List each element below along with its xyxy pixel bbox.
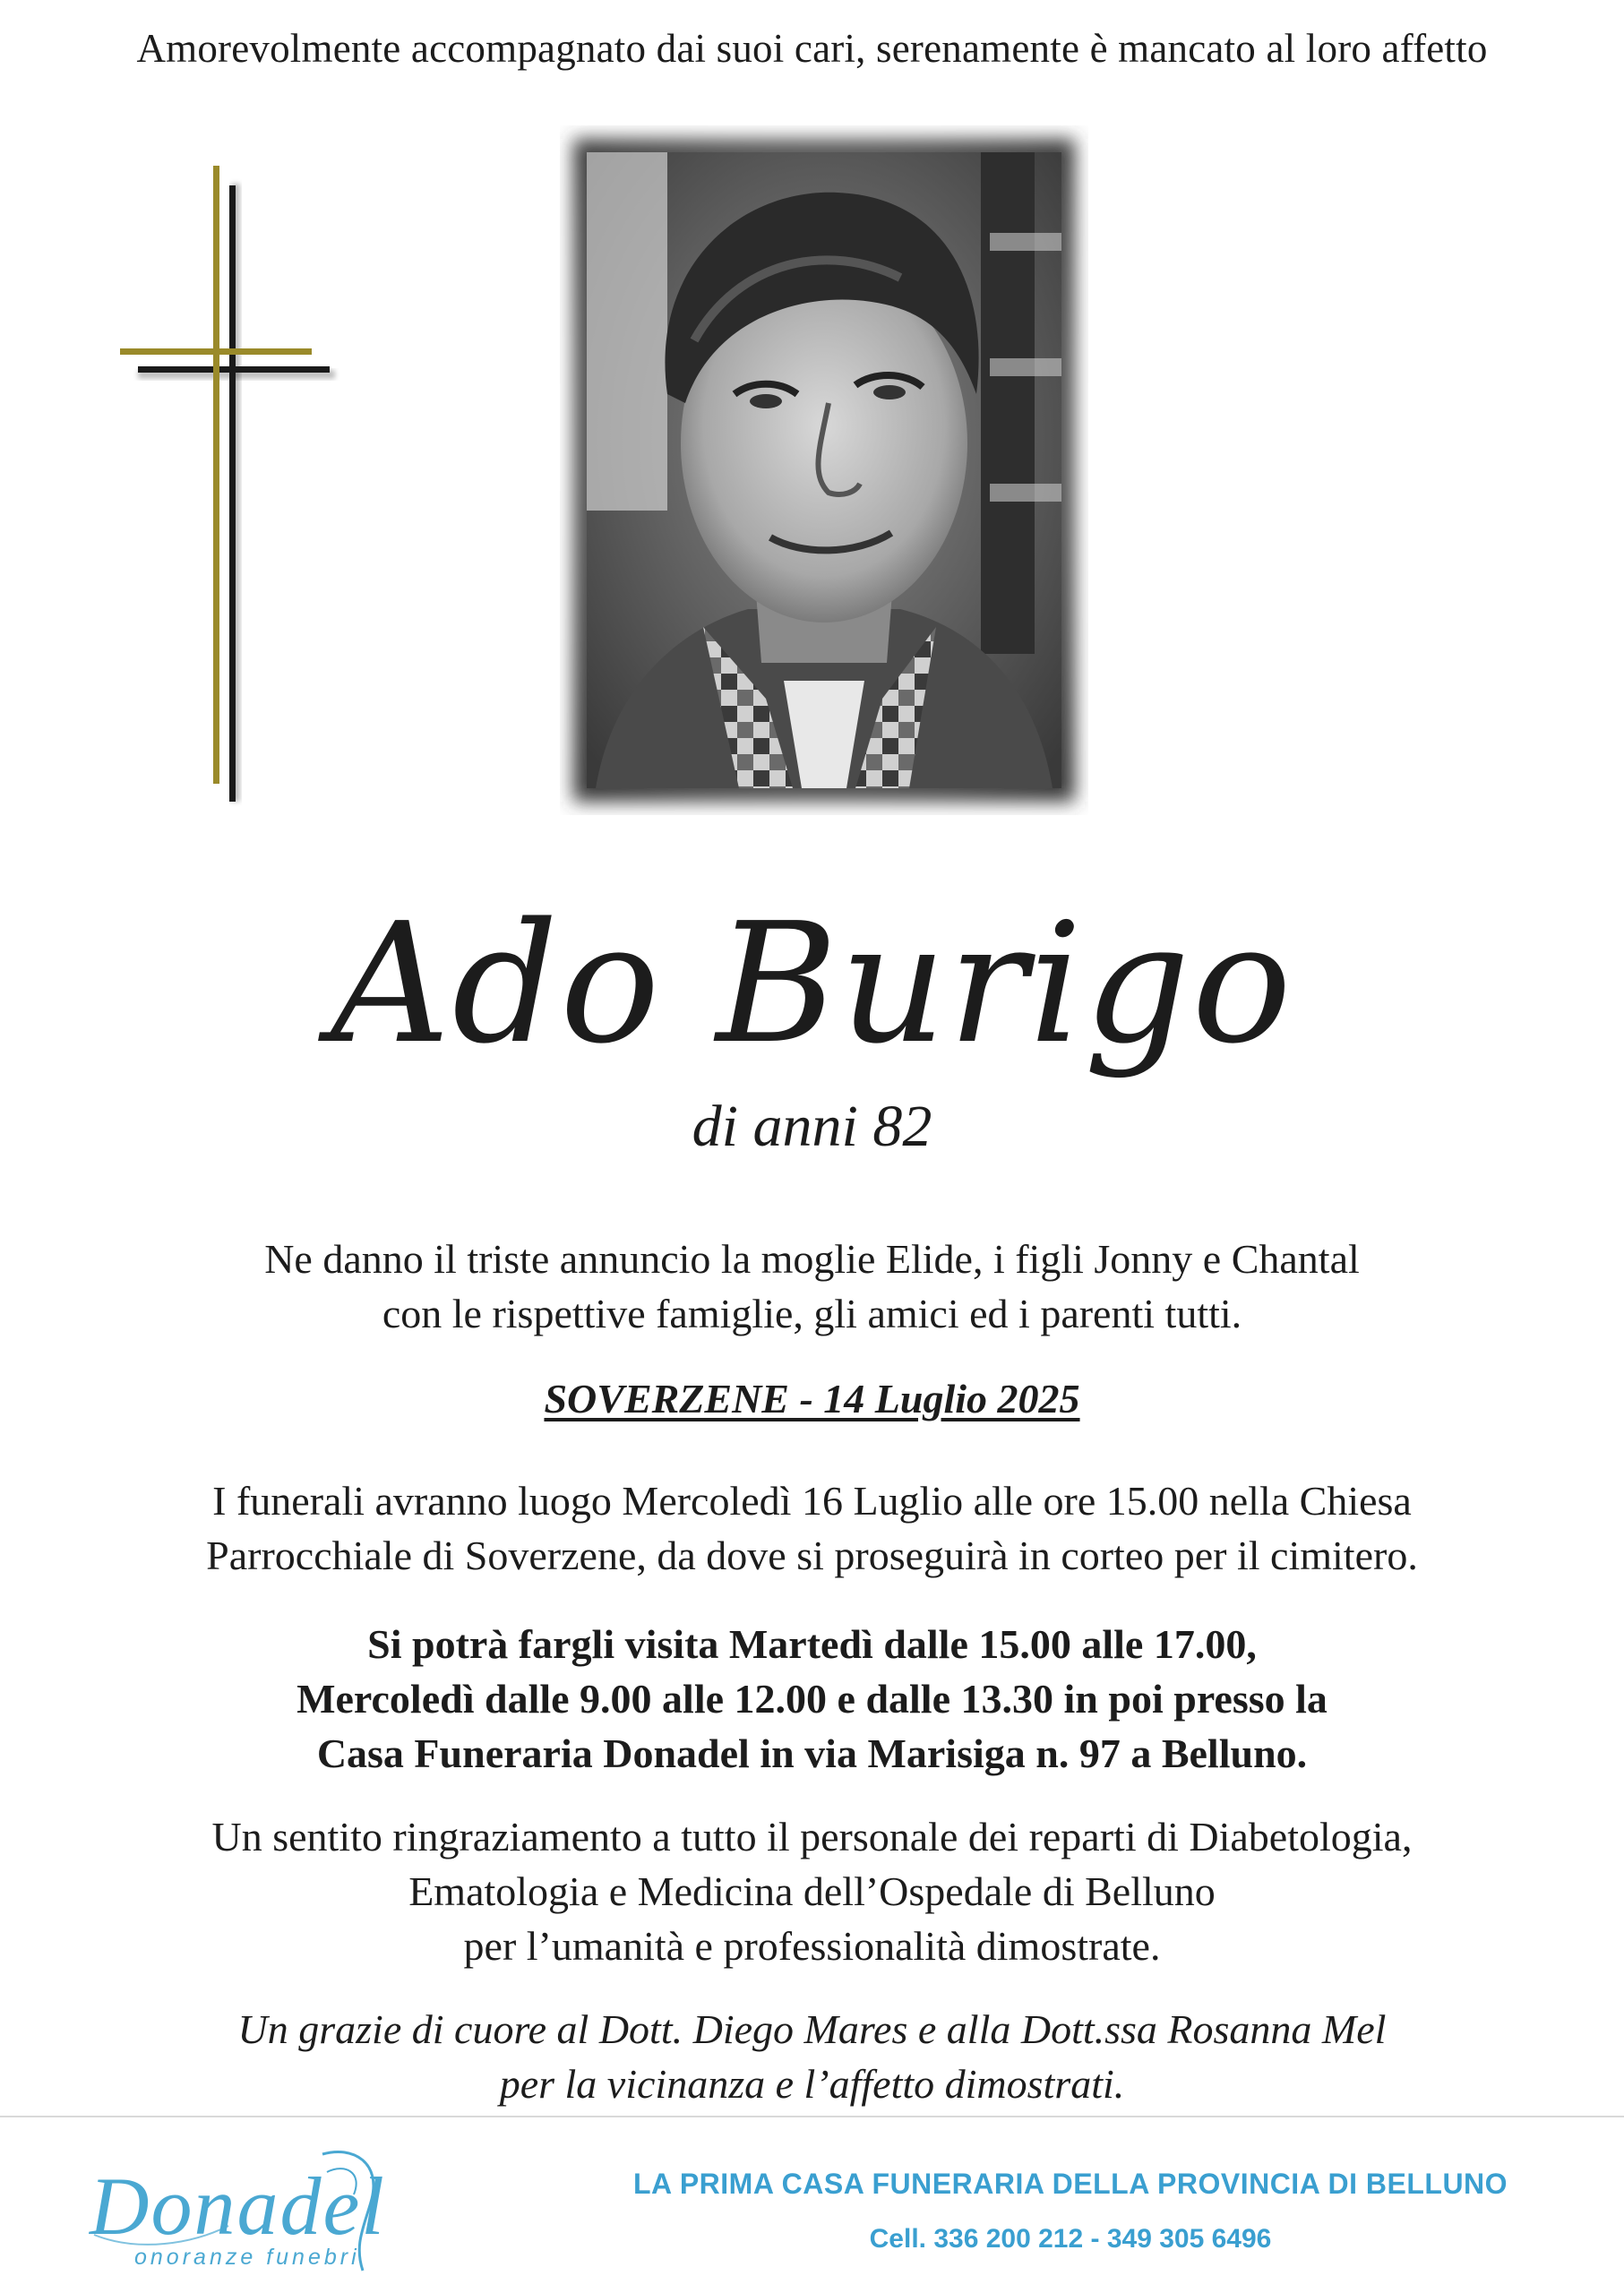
thanks-line: Un sentito ringraziamento a tutto il personale dei reparti di Diabetologia, <box>211 1814 1413 1859</box>
visit-info <box>0 1617 1624 1781</box>
thanks-text <box>0 1809 1624 1973</box>
gratitude-text <box>0 2002 1624 2111</box>
age-text: di anni 82 <box>692 1094 932 1159</box>
visit-line: Casa Funeraria Donadel in via Marisiga n. 97 a Belluno. <box>316 1730 1308 1776</box>
funeral-line: Parrocchiale di Soverzene, da dove si proseguirà in corteo per il cimitero. <box>206 1533 1418 1578</box>
footer-divider <box>0 2116 1624 2117</box>
funeral-info <box>0 1473 1624 1583</box>
thanks-line: per l’umanità e professionalità dimostrate. <box>463 1923 1161 1969</box>
deceased-name: Ado Burigo <box>331 887 1293 1080</box>
gratitude-line: Un grazie di cuore al Dott. Diego Mares e alla Dott.ssa Rosanna Mel <box>237 2006 1387 2052</box>
footer-tagline: LA PRIMA CASA FUNERARIA DELLA PROVINCIA DI BELLUNO <box>632 2168 1508 2200</box>
visit-line: Si potrà fargli visita Martedì dalle 15.00 alle 17.00, <box>367 1621 1257 1667</box>
footer-phone: Cell. 336 200 212 - 349 305 6496 <box>869 2224 1272 2254</box>
thanks-line: Ematologia e Medicina dell’Ospedale di Belluno <box>408 1868 1216 1914</box>
logo-name: Donadel <box>90 2160 386 2252</box>
gratitude-line: per la vicinanza e l’affetto dimostrati. <box>499 2061 1125 2107</box>
visit-line: Mercoledì dalle 9.00 alle 12.00 e dalle 13.30 in poi presso la <box>296 1676 1328 1722</box>
place-date-text: SOVERZENE - 14 Luglio 2025 <box>544 1376 1080 1421</box>
funeral-line: I funerali avranno luogo Mercoledì 16 Luglio alle ore 15.00 nella Chiesa <box>212 1478 1412 1524</box>
logo-subtitle: onoranze funebri <box>134 2245 360 2270</box>
intro-text: Amorevolmente accompagnato dai suoi cari, serenamente è mancato al loro affetto <box>136 26 1488 71</box>
cross-icon <box>116 166 340 811</box>
announcement <box>0 1232 1624 1341</box>
announcement-line: con le rispettive famiglie, gli amici ed i parenti tutti. <box>382 1291 1242 1336</box>
place-date <box>0 1375 1624 1422</box>
announcement-line: Ne danno il triste annuncio la moglie Elide, i figli Jonny e Chantal <box>264 1236 1360 1282</box>
portrait-photo <box>560 125 1088 815</box>
